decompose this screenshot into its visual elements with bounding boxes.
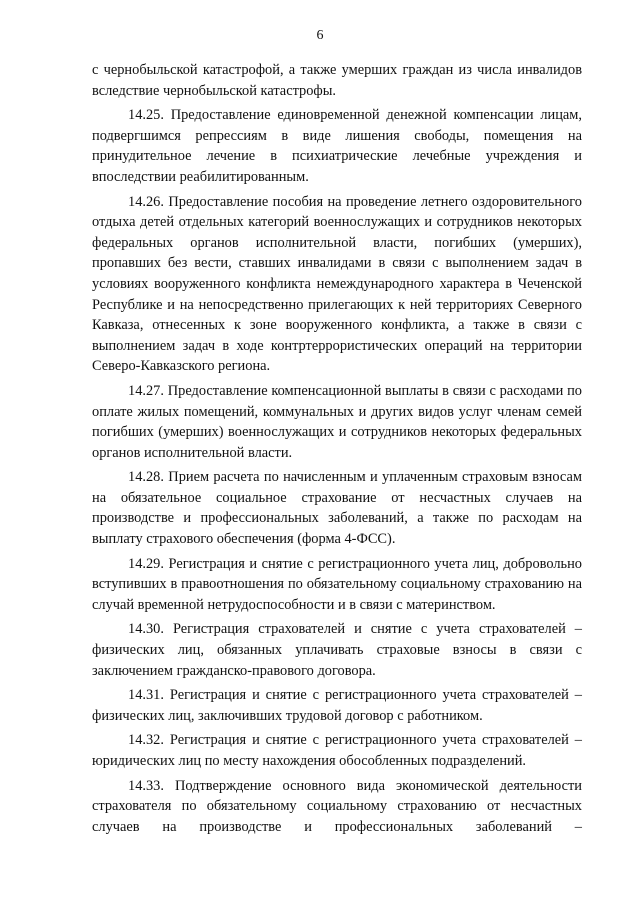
paragraph-14-25: 14.25. Предоставление единовременной денежной компенсации лицам, подвергшимся репрессиям в виде лишения свободы, помещения на принудительное лечение в психиатрические лечебные учреждения и впоследствии реабилитированным.	[92, 107, 582, 185]
document-body	[92, 60, 582, 841]
paragraph-continuation: с чернобыльской катастрофой, а также умерших граждан из числа инвалидов вследствие чернобыльской катастрофы.	[92, 62, 582, 99]
paragraph-14-28: 14.28. Прием расчета по начисленным и уплаченным страховым взносам на обязательное социальное страхование от несчастных случаев на производстве и профессиональных заболеваний, а также по расходам на выплату страхового обеспечения (форма 4-ФСС).	[92, 469, 582, 548]
paragraph-14-26: 14.26. Предоставление пособия на проведение летнего оздоровительного отдыха детей отдельных категорий военнослужащих и сотрудников некоторых федеральных органов исполнительной власти, погибших (умерших), пропавших без вести, ставших инвалидами в связи с выполнением задач в условиях вооруженного конфликта немеждународного характера в Чеченской Республике и на непосредственно прилегающих к ней территориях Северного Кавказа, отнесенных к зоне вооруженного конфликта, а также в связи с выполнением задач в ходе контртеррористических операций на территории Северо-Кавказского региона.	[92, 193, 582, 375]
paragraph-14-33: 14.33. Подтверждение основного вида экономической деятельности страхователя по обязательному социальному страхованию от несчастных случаев на производстве и профессиональных заболеваний –	[92, 777, 582, 835]
page-number: 6	[316, 28, 324, 43]
paragraph-14-30: 14.30. Регистрация страхователей и снятие с учета страхователей – физических лиц, обязанных уплачивать страховые взносы в связи с заключением гражданско-правового договора.	[92, 621, 582, 679]
paragraph-14-27: 14.27. Предоставление компенсационной выплаты в связи с расходами по оплате жилых помещений, коммунальных и других видов услуг членам семей погибших (умерших) военнослужащих и сотрудников некоторых федеральных органов исполнительной власти.	[92, 382, 582, 461]
paragraph-14-31: 14.31. Регистрация и снятие с регистрационного учета страхователей – физических лиц, заключивших трудовой договор с работником.	[92, 687, 582, 724]
paragraph-14-29: 14.29. Регистрация и снятие с регистрационного учета лиц, добровольно вступивших в правоотношения по обязательному социальному страхованию на случай временной нетрудоспособности и в связи с материнством.	[92, 555, 582, 613]
paragraph-14-32: 14.32. Регистрация и снятие с регистрационного учета страхователей – юридических лиц по месту нахождения обособленных подразделений.	[92, 732, 582, 769]
